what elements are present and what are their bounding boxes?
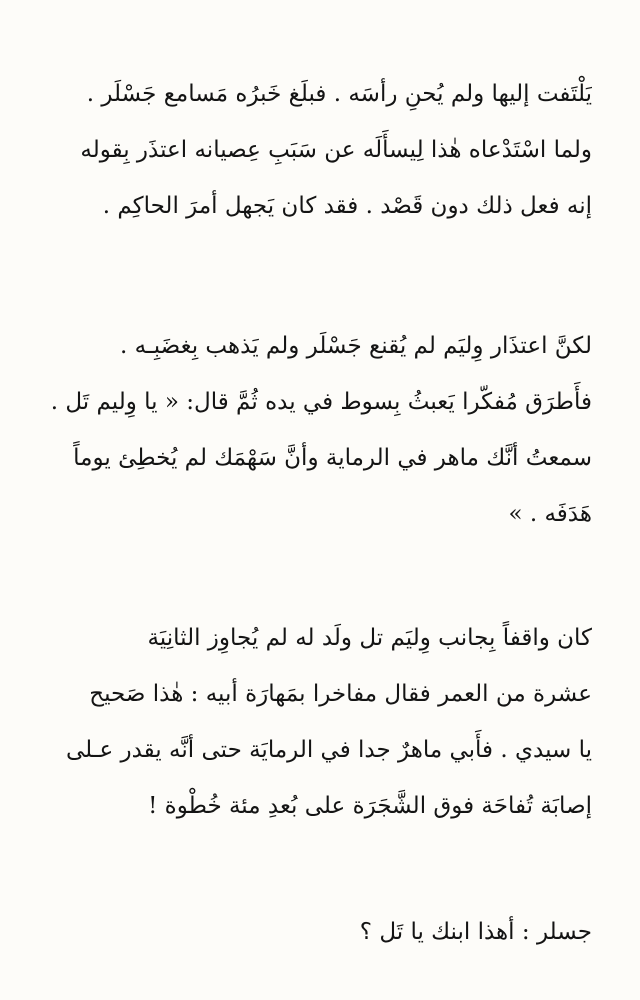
- text-line: إنه فعل ذلك دون قَصْد . فقد كان يَجهل أمرَ الحاكِم .: [102, 193, 592, 219]
- dialogue-line: [48, 904, 592, 960]
- text-line: إصابَة تُفاحَة فوق الشَّجَرَة على بُعدِ مئة خُطْوة !: [148, 793, 592, 819]
- paragraph-3: [48, 610, 592, 834]
- paragraph-1: [48, 66, 592, 234]
- text-line: يا سيدي . فأَبي ماهرٌ جدا في الرمايَة حتى أنَّه يقدر عـلى: [65, 737, 592, 763]
- text-line: لكنَّ اعتذَار وِليَم لم يُقنع جَسْلَر ولم يَذهب بِغضَبِـه .: [120, 333, 592, 359]
- text-line: ولما اسْتَدْعاه هٰذا لِيسأَلَه عن سَبَبِ عِصيانه اعتذَر بِقوله: [80, 137, 592, 163]
- text-line: عشرة من العمر فقال مفاخرا بمَهارَة أبيه : هٰذا صَحيح: [89, 681, 592, 707]
- paragraph-2: [48, 318, 592, 542]
- text-line: يَلْتَفت إليها ولم يُحنِ رأسَه . فبلَغ خَبرُه مَسامع جَسْلَر .: [86, 81, 592, 107]
- text-line: سمعتُ أنَّك ماهر في الرماية وأنَّ سَهْمَك لم يُخطِئ يوماً: [73, 445, 592, 471]
- text-line: فأَطرَق مُفكّرا يَعبثُ بِسوط في يده ثُمَّ قال: « يا وِليم تَل .: [50, 389, 592, 415]
- text-line: كان واقفاً بِجانب وِليَم تل ولَد له لم يُجاوِز الثانِيَة: [147, 625, 592, 651]
- text-line: هَدَفَه . »: [508, 501, 592, 527]
- text-line: جسلر : أهذا ابنك يا تَل ؟: [359, 919, 592, 945]
